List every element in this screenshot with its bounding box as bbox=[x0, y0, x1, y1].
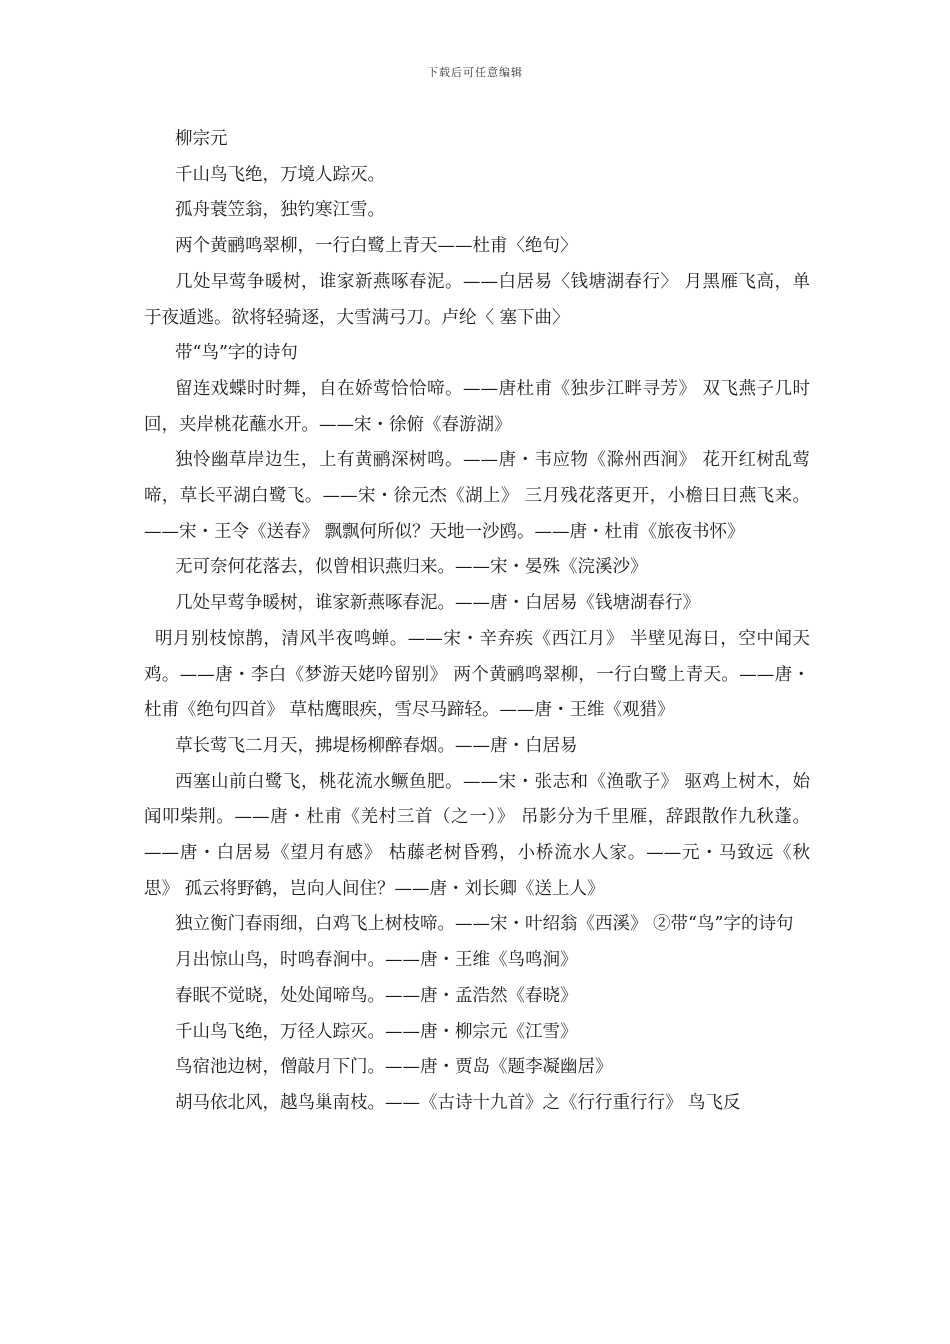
paragraph-quote: 几处早莺争暖树，谁家新燕啄春泥。——唐・白居易《钱塘湖春行》 bbox=[175, 593, 700, 614]
paragraph-quote: 草长莺飞二月天，拂堤杨柳醉春烟。——唐・白居易 bbox=[175, 735, 578, 756]
paragraph-poem-line-2: 孤舟蓑笠翁，独钓寒江雪。 bbox=[175, 200, 385, 221]
page-header: 下载后可任意编辑 bbox=[427, 66, 523, 79]
paragraph-quote: 鸟宿池边树，僧敲月下门。——唐・贾岛《题李凝幽居》 bbox=[175, 1057, 613, 1078]
paragraph-quote: 几处早莺争暖树，谁家新燕啄春泥。——白居易〈钱塘湖春行〉 月黑雁飞高，单于夜遁逃。欲将轻骑逐，大雪满弓刀。卢纶〈 塞下曲〉 bbox=[144, 271, 810, 328]
document-body bbox=[144, 122, 810, 1122]
paragraph-quote: 月出惊山鸟，时鸣春涧中。——唐・王维《鸟鸣涧》 bbox=[175, 950, 578, 971]
paragraph-quote: 千山鸟飞绝，万径人踪灭。——唐・柳宗元《江雪》 bbox=[175, 1021, 578, 1042]
paragraph-quote: 胡马依北风，越鸟巢南枝。——《古诗十九首》之《行行重行行》 鸟飞反 bbox=[175, 1092, 741, 1113]
paragraph-section-heading: 带“鸟”字的诗句 bbox=[175, 343, 298, 364]
paragraph-quote: 留连戏蝶时时舞，自在娇莺恰恰啼。——唐杜甫《独步江畔寻芳》 双飞燕子几时回，夹岸桃花蘸水开。——宋・徐俯《春游湖》 bbox=[144, 378, 810, 435]
paragraph-poem-line-1: 千山鸟飞绝，万境人踪灭。 bbox=[175, 164, 385, 185]
paragraph-quote: 两个黄鹂鸣翠柳，一行白鹭上青天——杜甫〈绝句〉 bbox=[175, 236, 578, 257]
paragraph-author: 柳宗元 bbox=[175, 129, 228, 149]
paragraph-quote: 明月别枝惊鹊，清风半夜鸣蝉。——宋・辛弃疾《西江月》 半壁见海日，空中闻天鸡。——唐・李白《梦游天姥吟留别》 两个黄鹂鸣翠柳，一行白鹭上青天。——唐・杜甫《绝句四首》 草枯鹰眼疾，雪尽马蹄轻。——唐・王维《观猎》 bbox=[144, 628, 810, 721]
paragraph-quote: 独立衡门春雨细，白鸡飞上树枝啼。——宋・叶绍翁《西溪》 ②带“鸟”字的诗句 bbox=[175, 914, 794, 935]
paragraph-quote: 独怜幽草岸边生，上有黄鹂深树鸣。——唐・韦应物《滁州西涧》 花开红树乱莺啼，草长平湖白鹭飞。——宋・徐元杰《湖上》 三月残花落更开，小檐日日燕飞来。——宋・王令《送春》 飘飘何所似？天地一沙鸥。——唐・杜甫《旅夜书怀》 bbox=[144, 450, 810, 542]
paragraph-quote: 西塞山前白鹭飞，桃花流水鳜鱼肥。——宋・张志和《渔歌子》 驱鸡上树木，始闻叩柴荆。——唐・杜甫《羌村三首（之一）》 吊影分为千里雁，辞跟散作九秋蓬。——唐・白居易《望月有感》 枯藤老树昏鸦，小桥流水人家。——元・马致远《秋思》 孤云将野鹤，岂向人间住？——唐・刘长卿《送上人》 bbox=[144, 771, 810, 899]
paragraph-quote: 无可奈何花落去，似曾相识燕归来。——宋・晏殊《浣溪沙》 bbox=[175, 557, 648, 578]
paragraph-quote: 春眠不觉晓，处处闻啼鸟。——唐・孟浩然《春晓》 bbox=[175, 985, 578, 1006]
